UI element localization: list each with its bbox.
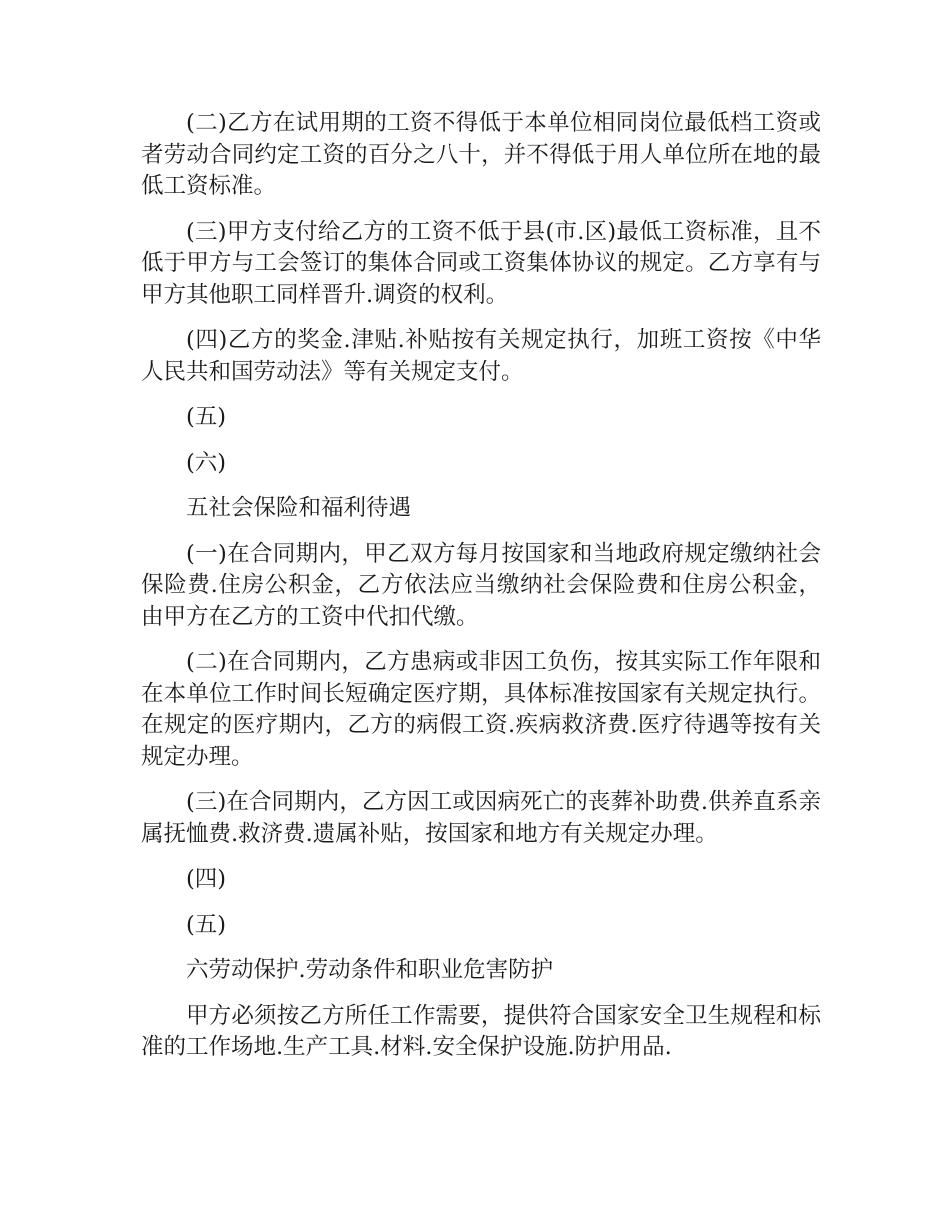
paragraph-wage-minimum: (三)甲方支付给乙方的工资不低于县(市.区)最低工资标准，且不低于甲方与工会签订的集体合同或工资集体协议的规定。乙方享有与甲方其他职工同样晋升.调资的权利。 — [141, 218, 821, 308]
document-page — [141, 108, 821, 1078]
paragraph-medical-period: (二)在合同期内，乙方患病或非因工负伤，按其实际工作年限和在本单位工作时间长短确定医疗期，具体标准按国家有关规定执行。在规定的医疗期内，乙方的病假工资.疾病救济费.医疗待遇等按有关规定办理。 — [141, 649, 821, 770]
paragraph-item-5b-empty: (五) — [186, 911, 227, 938]
section-heading-labor-protection: 六劳动保护.劳动条件和职业危害防护 — [186, 957, 554, 983]
section-heading-social-insurance: 五社会保险和福利待遇 — [186, 495, 412, 521]
paragraph-wage-probation: (二)乙方在试用期的工资不得低于本单位相同岗位最低档工资或者劳动合同约定工资的百分之八十，并不得低于用人单位所在地的最低工资标准。 — [141, 110, 821, 199]
paragraph-death-benefits: (三)在合同期内，乙方因工或因病死亡的丧葬补助费.供养直系亲属抚恤费.救济费.遗属补贴，按国家和地方有关规定办理。 — [141, 789, 821, 847]
paragraph-bonus-overtime: (四)乙方的奖金.津贴.补贴按有关规定执行，加班工资按《中华人民共和国劳动法》等有关规定支付。 — [141, 327, 821, 385]
paragraph-insurance-contribution: (一)在合同期内，甲乙双方每月按国家和当地政府规定缴纳社会保险费.住房公积金，乙方依法应当缴纳社会保险费和住房公积金，由甲方在乙方的工资中代扣代缴。 — [141, 540, 821, 630]
paragraph-item-4-empty: (四) — [186, 866, 227, 892]
paragraph-item-5-empty: (五) — [186, 404, 227, 430]
paragraph-safety-provision: 甲方必须按乙方所任工作需要，提供符合国家安全卫生规程和标准的工作场地.生产工具.材料.安全保护设施.防护用品. — [141, 1002, 821, 1060]
paragraph-item-6-empty: (六) — [186, 449, 227, 476]
